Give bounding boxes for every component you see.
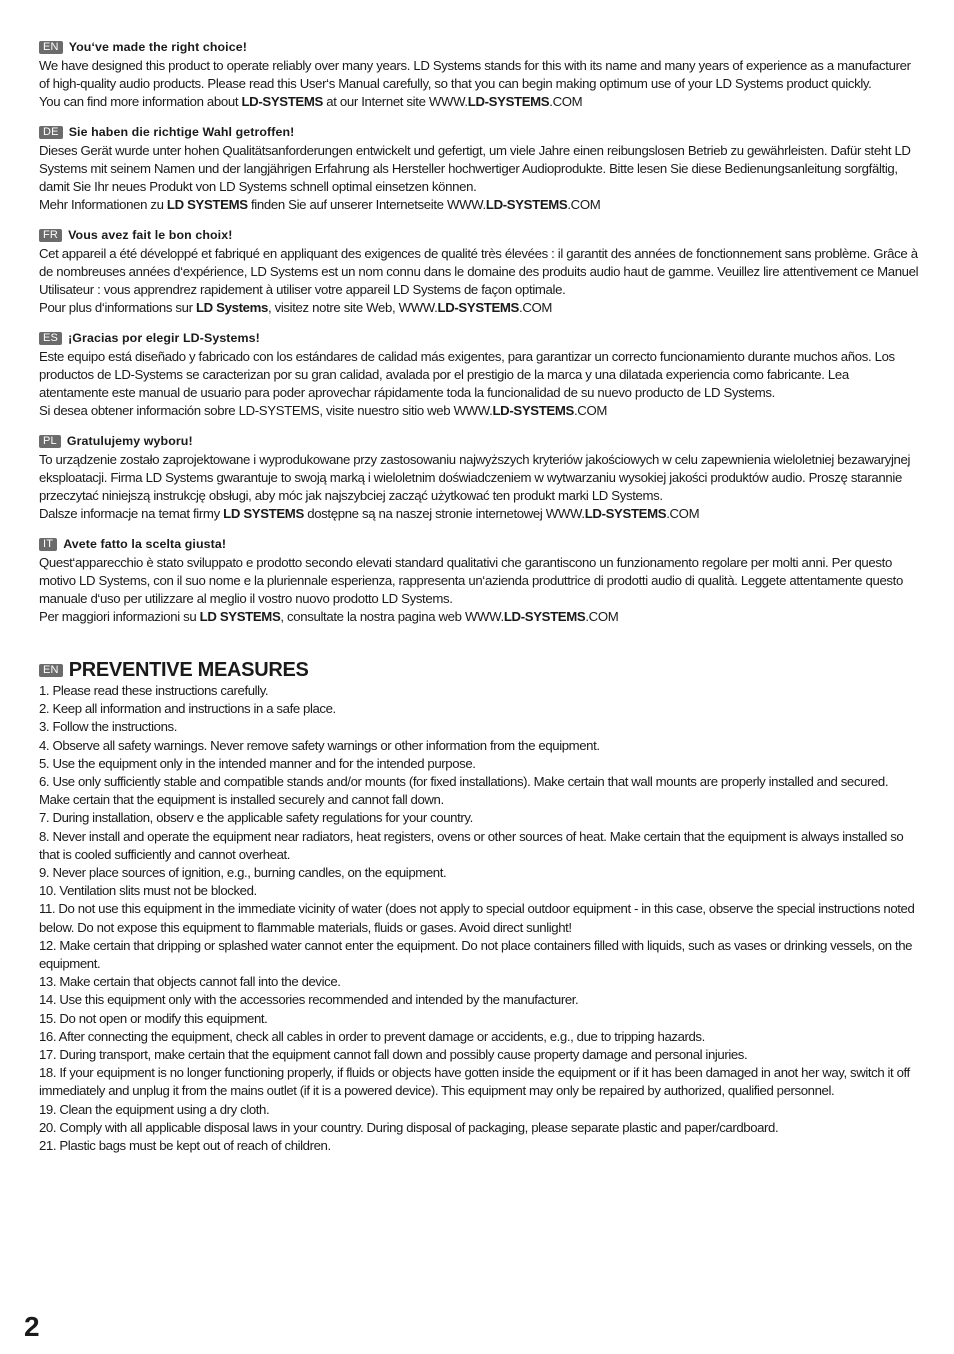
measure-item: 19. Clean the equipment using a dry cloth. bbox=[39, 1101, 270, 1117]
language-badge: FR bbox=[39, 229, 62, 242]
measure-item: 21. Plastic bags must be kept out of reach of children. bbox=[39, 1138, 331, 1154]
section-title: ¡Gracias por elegir LD-Systems! bbox=[68, 331, 260, 345]
section-body: Quest‘apparecchio è stato sviluppato e prodotto secondo elevati standard qualitativi che garantiscono un funzionamento regolare per molti anni. Per questo motivo LD Systems, con il suo nome e la pluriennale esperienza, rappresenta un‘azienda produttrice di prodotti audio di qualità. Leggete attentamente questo manuale d‘uso per utilizzare al meglio il vostro nuovo prodotto LD Systems. bbox=[39, 555, 903, 606]
measures-list bbox=[39, 682, 919, 1155]
language-badge: EN bbox=[39, 664, 63, 677]
measure-item: 2. Keep all information and instructions in a safe place. bbox=[39, 701, 336, 717]
measure-item: 11. Do not use this equipment in the immediate vicinity of water (does not apply to special outdoor equipment - in this case, observe the special instructions noted below. Do not expose this equipment to flammable materials, fluids or gases. Avoid direct sunlight! bbox=[39, 901, 915, 935]
preventive-measures bbox=[39, 658, 919, 1155]
language-badge: PL bbox=[39, 435, 61, 448]
preventive-measures-title: PREVENTIVE MEASURES bbox=[68, 658, 309, 681]
section-en bbox=[39, 38, 919, 111]
measure-item: 14. Use this equipment only with the accessories recommended and intended by the manufacturer. bbox=[39, 992, 579, 1008]
measure-item: 1. Please read these instructions carefully. bbox=[39, 683, 269, 698]
section-info-line: Pour plus d‘informations sur LD Systems, visitez notre site Web, WWW.LD-SYSTEMS.COM bbox=[39, 300, 553, 315]
section-title: Vous avez fait le bon choix! bbox=[68, 228, 233, 242]
section-info-line: Dalsze informacje na temat firmy LD SYSTEMS dostępne są na naszej stronie internetowej WWW.LD-SYSTEMS.COM bbox=[39, 506, 700, 521]
language-badge: DE bbox=[39, 126, 63, 139]
measure-item: 16. After connecting the equipment, check all cables in order to prevent damage or accidents, e.g., due to tripping hazards. bbox=[39, 1028, 705, 1044]
section-info-line: Per maggiori informazioni su LD SYSTEMS, consultate la nostra pagina web WWW.LD-SYSTEMS.COM bbox=[39, 609, 619, 624]
section-heading bbox=[39, 38, 919, 56]
measure-item: 5. Use the equipment only in the intended manner and for the intended purpose. bbox=[39, 755, 476, 771]
preventive-measures-heading bbox=[39, 658, 919, 682]
section-body: Este equipo está diseñado y fabricado con los estándares de calidad más exigentes, para garantizar un correcto funcionamiento durante muchos años. Los productos de LD-Systems se caracterizan por su gran calidad, avalada por el prestigio de la marca y una dilatada experiencia como fabricante. Lea atentamente este manual de usuario para poder aprovechar rápidamente toda la funcionalidad de su nuevo producto de LD Systems. bbox=[39, 349, 895, 400]
section-heading bbox=[39, 535, 919, 553]
section-info-line: Si desea obtener información sobre LD-SYSTEMS, visite nuestro sitio web WWW.LD-SYSTEMS.COM bbox=[39, 403, 607, 418]
measure-item: 9. Never place sources of ignition, e.g., burning candles, on the equipment. bbox=[39, 865, 447, 881]
measure-item: 18. If your equipment is no longer functioning properly, if fluids or objects have gotten inside the equipment or if it has been damaged in anot her way, switch it off immediately and unplug it from the mains outlet (if it is a powered device). This equipment may only be repaired by authorized, qualified personnel. bbox=[39, 1065, 910, 1099]
measure-item: 8. Never install and operate the equipment near radiators, heat registers, ovens or other sources of heat. Make certain that the equipment is always installed so that is cooled sufficiently and cannot overheat. bbox=[39, 828, 904, 862]
section-de bbox=[39, 123, 919, 214]
section-it bbox=[39, 535, 919, 626]
section-title: Sie haben die richtige Wahl getroffen! bbox=[68, 125, 295, 139]
measure-item: 17. During transport, make certain that the equipment cannot fall down and possibly cause property damage and personal injuries. bbox=[39, 1047, 748, 1063]
section-info-line: Mehr Informationen zu LD SYSTEMS finden Sie auf unserer Internetseite WWW.LD-SYSTEMS.COM bbox=[39, 197, 601, 212]
section-body: Dieses Gerät wurde unter hohen Qualitätsanforderungen entwickelt und gefertigt, um viele Jahre einen reibungslosen Betrieb zu gewährleisten. Dafür steht LD Systems mit seinem Namen und der langjährigen Erfahrung als Hersteller hochwertiger Audioprodukte. Bitte lesen Sie diese Bedienungsanleitung sorgfältig, damit Sie Ihr neues Produkt von LD Systems schnell optimal einsetzen können. bbox=[39, 143, 911, 194]
section-heading bbox=[39, 329, 919, 347]
measure-item: 4. Observe all safety warnings. Never remove safety warnings or other information from the equipment. bbox=[39, 737, 600, 753]
section-body: Cet appareil a été développé et fabriqué en appliquant des exigences de qualité très élevées : il garantit des années de fonctionnement sans problème. Grâce à de nombreuses années d‘expérience, LD Systems est un nom connu dans le domaine des produits audio haut de gamme. Veuillez lire attentivement ce Manuel Utilisateur : vous apprendrez rapidement à utiliser votre appareil LD Systems de façon optimale. bbox=[39, 246, 919, 297]
section-body: We have designed this product to operate reliably over many years. LD Systems stands for this with its name and many years of experience as a manufacturer of high-quality audio products. Please read this User‘s Manual carefully, so that you can begin making optimum use of your LD Systems product quickly. bbox=[39, 58, 911, 91]
measure-item: 13. Make certain that objects cannot fall into the device. bbox=[39, 974, 341, 990]
section-heading bbox=[39, 123, 919, 141]
section-pl bbox=[39, 432, 919, 523]
section-fr bbox=[39, 226, 919, 317]
section-heading bbox=[39, 226, 919, 244]
measure-item: 15. Do not open or modify this equipment. bbox=[39, 1010, 268, 1026]
measure-item: 12. Make certain that dripping or splashed water cannot enter the equipment. Do not place containers filled with liquids, such as vases or drinking vessels, on the equipment. bbox=[39, 937, 913, 972]
measure-item: 3. Follow the instructions. bbox=[39, 719, 177, 735]
section-title: Gratulujemy wyboru! bbox=[66, 434, 193, 448]
page-number: 2 bbox=[24, 1311, 40, 1342]
section-info-line: You can find more information about LD-SYSTEMS at our Internet site WWW.LD-SYSTEMS.COM bbox=[39, 94, 583, 109]
language-badge: ES bbox=[39, 332, 62, 345]
section-es bbox=[39, 329, 919, 420]
measure-item: 10. Ventilation slits must not be blocked. bbox=[39, 883, 257, 899]
measure-item: 20. Comply with all applicable disposal laws in your country. During disposal of packaging, please separate plastic and paper/cardboard. bbox=[39, 1119, 779, 1135]
measure-item: 7. During installation, observ e the applicable safety regulations for your country. bbox=[39, 810, 473, 826]
language-badge: IT bbox=[39, 538, 57, 551]
section-body: To urządzenie zostało zaprojektowane i wyprodukowane przy zastosowaniu najwyższych kryteriów jakościowych w celu zapewnienia wieloletniej bezawaryjnej eksploatacji. Firma LD Systems gwarantuje to swoją marką i wieloletnim doświadczeniem w wytwarzaniu wysokiej jakości produktów audio. Proszę starannie przeczytać niniejszą instrukcję obsługi, aby móc jak najszybciej zacząć użytkować ten produkt marki LD Systems. bbox=[39, 452, 911, 503]
section-heading bbox=[39, 432, 919, 450]
section-title: Avete fatto la scelta giusta! bbox=[63, 537, 227, 551]
manual-page bbox=[39, 38, 919, 1167]
section-title: You‘ve made the right choice! bbox=[68, 40, 247, 54]
language-badge: EN bbox=[39, 41, 63, 54]
measure-item: 6. Use only sufficiently stable and compatible stands and/or mounts (for fixed installations). Make certain that wall mounts are properly installed and secured. Make certain that the equipment is installed securely and cannot fall down. bbox=[39, 774, 889, 808]
